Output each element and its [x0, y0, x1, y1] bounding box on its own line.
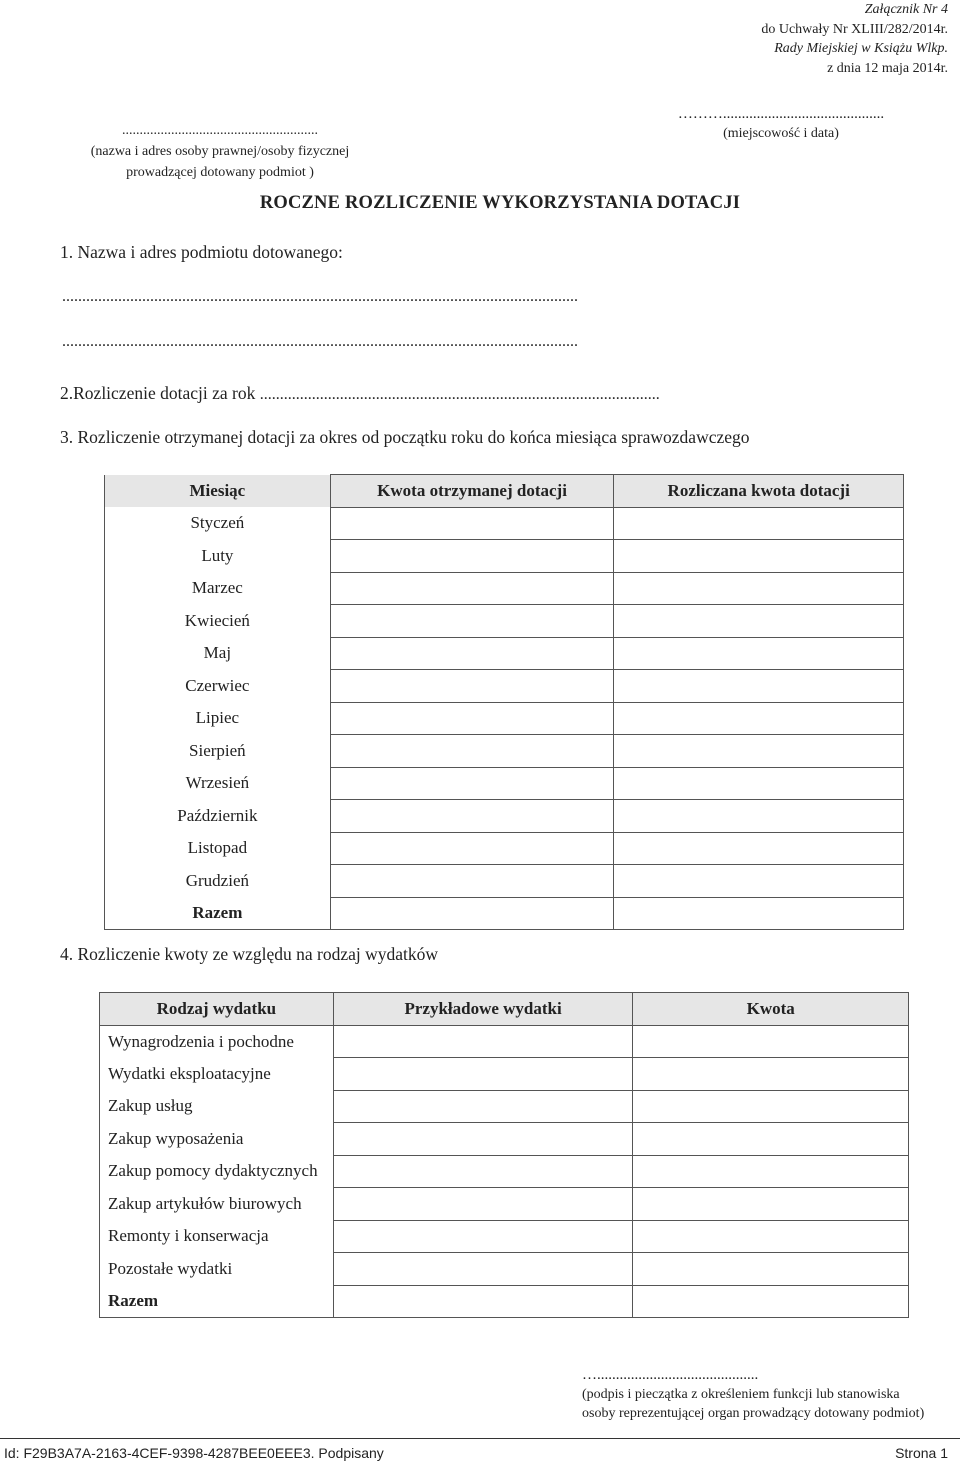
table-row [105, 670, 904, 703]
total-example-cell[interactable] [333, 1285, 633, 1318]
month-cell: Grudzień [105, 865, 331, 898]
council-name: Rady Miejskiej w Książu Wlkp. [774, 41, 948, 56]
example-expense-cell[interactable] [333, 1155, 633, 1188]
month-cell: Listopad [105, 832, 331, 865]
section4-label: 4. Rozliczenie kwoty ze względu na rodzaj wydatków [60, 944, 439, 964]
applicant-label-2: prowadzącej dotowany podmiot ) [126, 165, 314, 180]
expenses-table-header [100, 993, 909, 1026]
month-cell: Marzec [105, 572, 331, 605]
table-row [100, 1025, 909, 1058]
attachment-header [761, 0, 948, 78]
received-amount-cell[interactable] [330, 865, 614, 898]
table-row [100, 1090, 909, 1123]
total-label: Razem [100, 1285, 334, 1318]
applicant-block [60, 120, 380, 183]
signature-label-1: (podpis i pieczątka z określeniem funkcji lub stanowiska [582, 1387, 900, 1402]
settled-amount-cell[interactable] [614, 800, 904, 833]
total-amount-cell[interactable] [633, 1285, 909, 1318]
total-label: Razem [105, 897, 331, 930]
resolution-date: z dnia 12 maja 2014r. [827, 60, 948, 76]
received-amount-cell[interactable] [330, 800, 614, 833]
example-expense-cell[interactable] [333, 1253, 633, 1286]
place-date-dots[interactable]: ………........................................... [677, 106, 885, 122]
table-row [105, 767, 904, 800]
table-row [105, 605, 904, 638]
settled-amount-cell[interactable] [614, 637, 904, 670]
amount-cell[interactable] [633, 1025, 909, 1058]
received-amount-cell[interactable] [330, 670, 614, 703]
table-row [100, 1188, 909, 1221]
amount-cell[interactable] [633, 1188, 909, 1221]
settled-amount-cell[interactable] [614, 702, 904, 735]
total-settled-cell[interactable] [614, 897, 904, 930]
page-footer [0, 1438, 960, 1464]
settled-amount-cell[interactable] [614, 735, 904, 768]
expenses-table [99, 992, 909, 1318]
received-amount-cell[interactable] [330, 832, 614, 865]
table-row [100, 1123, 909, 1156]
amount-cell[interactable] [633, 1220, 909, 1253]
month-cell: Sierpień [105, 735, 331, 768]
expense-type-cell: Wynagrodzenia i pochodne [100, 1025, 334, 1058]
example-expense-cell[interactable] [333, 1188, 633, 1221]
applicant-dots[interactable]: ........................................................ [122, 123, 318, 138]
table-row [105, 800, 904, 833]
attachment-number: Załącznik Nr 4 [864, 2, 948, 17]
settled-amount-cell[interactable] [614, 572, 904, 605]
signature-block [582, 1366, 924, 1423]
table-row [100, 1155, 909, 1188]
settled-amount-cell[interactable] [614, 540, 904, 573]
table-row [105, 507, 904, 540]
expense-type-cell: Wydatki eksploatacyjne [100, 1058, 334, 1091]
expense-type-cell: Zakup wyposażenia [100, 1123, 334, 1156]
table-row [100, 1058, 909, 1091]
section2-label: 2.Rozliczenie dotacji za rok [60, 383, 260, 403]
amount-cell[interactable] [633, 1058, 909, 1091]
month-cell: Kwiecień [105, 605, 331, 638]
received-amount-cell[interactable] [330, 767, 614, 800]
received-amount-cell[interactable] [330, 637, 614, 670]
section1-label: 1. Nazwa i adres podmiotu dotowanego: [60, 242, 343, 262]
amount-cell[interactable] [633, 1090, 909, 1123]
table-row [105, 702, 904, 735]
example-expense-cell[interactable] [333, 1025, 633, 1058]
month-cell: Wrzesień [105, 767, 331, 800]
section3-label: 3. Rozliczenie otrzymanej dotacji za okres od początku roku do końca miesiąca sprawozdawczego [60, 427, 750, 447]
settled-amount-cell[interactable] [614, 670, 904, 703]
month-cell: Luty [105, 540, 331, 573]
table-row [100, 1220, 909, 1253]
settled-amount-cell[interactable] [614, 865, 904, 898]
section2-year-field[interactable]: .................................................................................................... [259, 386, 660, 403]
expense-type-cell: Remonty i konserwacja [100, 1220, 334, 1253]
col-settled: Rozliczana kwota dotacji [614, 475, 904, 508]
table-row [105, 572, 904, 605]
resolution-number: do Uchwały Nr XLIII/282/2014r. [761, 21, 948, 37]
col-month: Miesiąc [105, 475, 331, 508]
total-row [105, 897, 904, 930]
table-row [105, 832, 904, 865]
document-title: ROCZNE ROZLICZENIE WYKORZYSTANIA DOTACJI [259, 193, 741, 213]
received-amount-cell[interactable] [330, 702, 614, 735]
month-cell: Maj [105, 637, 331, 670]
settled-amount-cell[interactable] [614, 767, 904, 800]
table-row [100, 1253, 909, 1286]
place-date-label: (miejscowość i data) [723, 126, 839, 141]
expense-type-cell: Zakup usług [100, 1090, 334, 1123]
expense-type-cell: Zakup artykułów biurowych [100, 1188, 334, 1221]
expense-type-cell: Pozostałe wydatki [100, 1253, 334, 1286]
table-row [105, 540, 904, 573]
signature-label-2: osoby reprezentującej organ prowadzący dotowany podmiot) [582, 1406, 925, 1421]
section2-row [60, 383, 865, 404]
month-cell: Lipiec [105, 702, 331, 735]
received-amount-cell[interactable] [330, 507, 614, 540]
total-row [100, 1285, 909, 1318]
settled-amount-cell[interactable] [614, 832, 904, 865]
monthly-table-header [105, 475, 904, 508]
example-expense-cell[interactable] [333, 1123, 633, 1156]
month-cell: Styczeń [105, 507, 331, 540]
month-cell: Czerwiec [105, 670, 331, 703]
table-row [105, 637, 904, 670]
received-amount-cell[interactable] [330, 605, 614, 638]
settled-amount-cell[interactable] [614, 605, 904, 638]
amount-cell[interactable] [633, 1253, 909, 1286]
signature-dots[interactable]: …........................................... [582, 1367, 759, 1383]
amount-cell[interactable] [633, 1155, 909, 1188]
applicant-label-1: (nazwa i adres osoby prawnej/osoby fizycznej [90, 144, 350, 159]
example-expense-cell[interactable] [333, 1090, 633, 1123]
place-date-block [596, 104, 960, 144]
col-expense-type: Rodzaj wydatku [100, 993, 334, 1026]
section1-field-1[interactable]: ................................................................................................................................. [62, 288, 578, 305]
page-number: Strona 1 [895, 1445, 948, 1461]
expense-type-cell: Zakup pomocy dydaktycznych [100, 1155, 334, 1188]
col-example-expenses: Przykładowe wydatki [333, 993, 633, 1026]
table-row [105, 735, 904, 768]
received-amount-cell[interactable] [330, 735, 614, 768]
amount-cell[interactable] [633, 1123, 909, 1156]
col-received: Kwota otrzymanej dotacji [330, 475, 614, 508]
table-row [105, 865, 904, 898]
monthly-table [104, 474, 904, 930]
month-cell: Październik [105, 800, 331, 833]
total-received-cell[interactable] [330, 897, 614, 930]
settled-amount-cell[interactable] [614, 507, 904, 540]
section1-field-2[interactable]: ................................................................................................................................. [62, 333, 578, 350]
example-expense-cell[interactable] [333, 1058, 633, 1091]
example-expense-cell[interactable] [333, 1220, 633, 1253]
received-amount-cell[interactable] [330, 572, 614, 605]
col-amount: Kwota [633, 993, 909, 1026]
document-id: Id: F29B3A7A-2163-4CEF-9398-4287BEE0EEE3. Podpisany [4, 1445, 384, 1461]
received-amount-cell[interactable] [330, 540, 614, 573]
